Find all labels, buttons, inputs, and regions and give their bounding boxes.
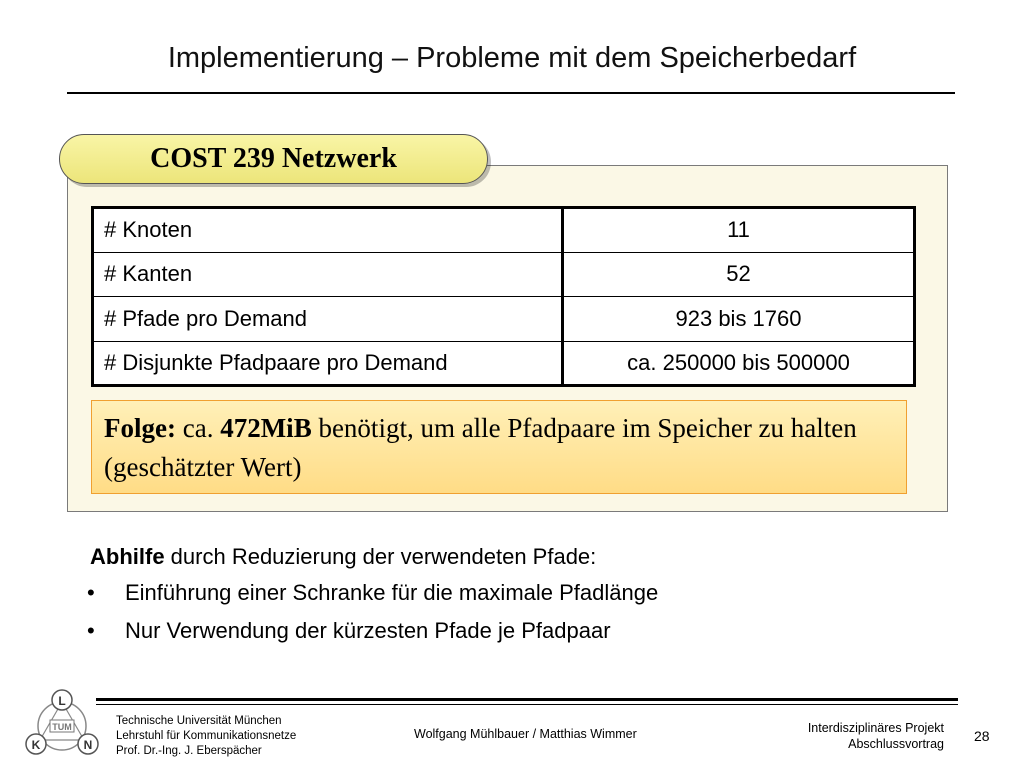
- consequence-text: benötigt, um alle Pfadpaare im Speicher zu halten (geschätzter Wert): [104, 413, 857, 482]
- title-divider: [67, 92, 955, 94]
- logo-letter-top: L: [58, 694, 66, 708]
- table-key: # Pfade pro Demand: [93, 297, 563, 342]
- lkn-logo-icon: [20, 688, 104, 760]
- table-value: 11: [563, 208, 915, 253]
- logo-center-mark: TUM: [52, 722, 72, 732]
- footer-divider-thin: [96, 704, 958, 705]
- table-key: # Kanten: [93, 252, 563, 297]
- bullet-marker: •: [87, 618, 95, 643]
- remedy-heading: [90, 544, 596, 570]
- table-row: [93, 341, 915, 386]
- footer-talk: Abschlussvortrag: [848, 737, 944, 751]
- logo-letter-left: K: [31, 738, 41, 752]
- table-value: 923 bis 1760: [563, 297, 915, 342]
- table-row: [93, 208, 915, 253]
- network-facts-table: [91, 206, 916, 387]
- table-row: [93, 252, 915, 297]
- footer-project: Interdisziplinäres Projekt: [807, 721, 944, 735]
- remedy-text: durch Reduzierung der verwendeten Pfade:: [164, 544, 597, 569]
- logo-letter-right: N: [83, 738, 93, 752]
- slide-title: Implementierung – Probleme mit dem Speicherbedarf: [167, 42, 857, 74]
- list-item: [85, 580, 658, 618]
- footer-chair: Lehrstuhl für Kommunikationsnetze: [116, 730, 297, 742]
- bullet-marker: •: [87, 580, 95, 605]
- table-key: # Disjunkte Pfadpaare pro Demand: [93, 341, 563, 386]
- consequence-label: Folge:: [104, 413, 176, 443]
- table-value: ca. 250000 bis 500000: [563, 341, 915, 386]
- footer-divider: [96, 698, 958, 701]
- panel-label: COST 239 Netzwerk: [59, 134, 488, 184]
- remedy-label: Abhilfe: [90, 544, 165, 569]
- footer-event: [808, 720, 944, 752]
- list-item: [85, 618, 658, 656]
- table-row: [93, 297, 915, 342]
- consequence-prefix: ca.: [175, 413, 221, 443]
- table-value: 52: [563, 252, 915, 297]
- footer-university: Technische Universität München: [116, 715, 282, 727]
- page-number: 28: [974, 728, 990, 744]
- consequence-box: [91, 400, 907, 494]
- table-key: # Knoten: [93, 208, 563, 253]
- list-item-text: Nur Verwendung der kürzesten Pfade je Pfadpaar: [125, 618, 611, 643]
- list-item-text: Einführung einer Schranke für die maximale Pfadlänge: [125, 580, 659, 605]
- footer-professor: Prof. Dr.-Ing. J. Eberspächer: [116, 745, 262, 757]
- footer-institution: [116, 714, 296, 759]
- remedy-list: [85, 580, 658, 656]
- footer-authors: Wolfgang Mühlbauer / Matthias Wimmer: [414, 727, 637, 741]
- consequence-amount: 472MiB: [220, 413, 312, 443]
